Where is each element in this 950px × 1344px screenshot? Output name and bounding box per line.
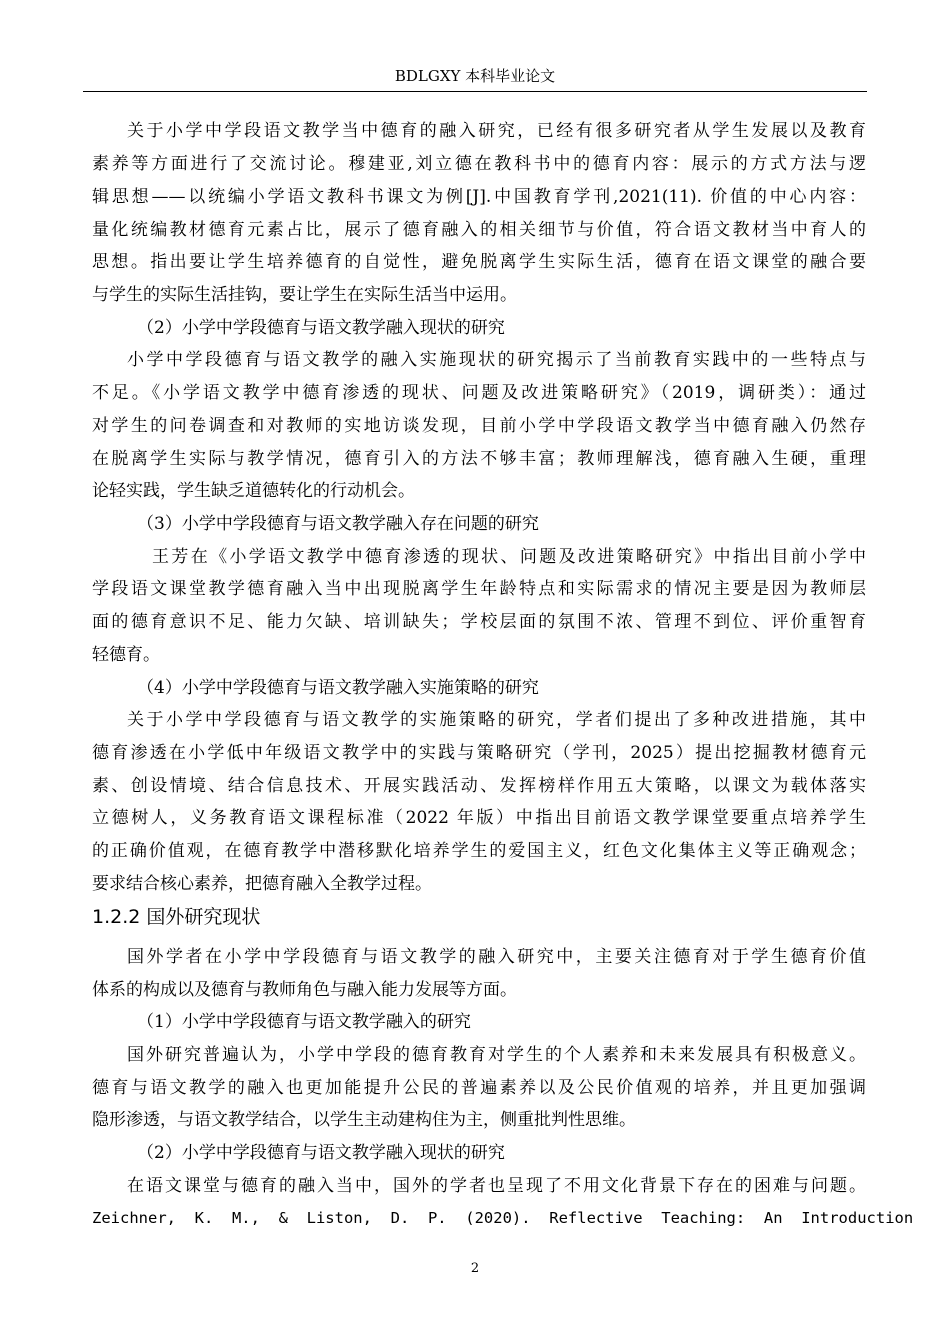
paragraph-line: 论轻实践，学生缺乏道德转化的行动机会。 — [92, 481, 415, 501]
paragraph-line: 思想。指出要让学生培养德育的自觉性，避免脱离学生实际生活，德育在语文课堂的融合要 — [92, 252, 866, 272]
paragraph-line: 不足。《小学语文教学中德育渗透的现状、问题及改进策略研究》（2019，调研类）：通过 — [92, 383, 866, 403]
section-heading: 1.2.2 国外研究现状 — [92, 906, 261, 928]
paragraph-line: 德育与语文教学的融入也更加能提升公民的普遍素养以及公民价值观的培养，并且更加强调 — [92, 1078, 866, 1098]
paragraph-line: 面的德育意识不足、能力欠缺、培训缺失；学校层面的氛围不浓、管理不到位、评价重智育 — [92, 612, 866, 632]
paragraph-line: 国外学者在小学中学段德育与语文教学的融入研究中，主要关注德育对于学生德育价值 — [127, 947, 866, 967]
paragraph-line: 素、创设情境、结合信息技术、开展实践活动、发挥榜样作用五大策略，以课文为载体落实 — [92, 776, 866, 796]
paragraph-line: 德育渗透在小学低中年级语文教学中的实践与策略研究（学刊，2025）提出挖掘教材德育元 — [92, 743, 866, 763]
subsection-heading: （4）小学中学段德育与语文教学融入实施策略的研究 — [137, 678, 539, 698]
paragraph-line: 关于小学中学段德育与语文教学的实施策略的研究，学者们提出了多种改进措施，其中 — [127, 710, 866, 730]
paragraph-line: 要求结合核心素养，把德育融入全教学过程。 — [92, 874, 432, 894]
paragraph-line: 的正确价值观，在德育教学中潜移默化培养学生的爱国主义，红色文化集体主义等正确观念； — [92, 841, 866, 861]
subsection-heading: （2）小学中学段德育与语文教学融入现状的研究 — [137, 318, 505, 338]
paragraph-line: 体系的构成以及德育与教师角色与融入能力发展等方面。 — [92, 980, 517, 1000]
paragraph-line: 辑思想——以统编小学语文教科书课文为例[J].中国教育学刊,2021(11). 价值的中心内容： — [92, 187, 866, 207]
paragraph-line: 隐形渗透，与语文教学结合，以学生主动建构住为主，侧重批判性思维。 — [92, 1110, 636, 1130]
page-number: 2 — [470, 1261, 480, 1276]
paragraph-line: 在语文课堂与德育的融入当中，国外的学者也呈现了不用文化背景下存在的困难与问题。 — [127, 1176, 866, 1196]
subsection-heading: （2）小学中学段德育与语文教学融入现状的研究 — [137, 1143, 505, 1163]
header-rule — [83, 91, 867, 92]
paragraph-line: 学段语文课堂教学德育融入当中出现脱离学生年龄特点和实际需求的情况主要是因为教师层 — [92, 579, 866, 599]
reference-line: Zeichner, K. M., & Liston, D. P. (2020). Reflective Teaching: An Introduction — [92, 1209, 914, 1227]
subsection-heading: （1）小学中学段德育与语文教学融入的研究 — [137, 1012, 471, 1032]
page-header: BDLGXY 本科毕业论文 — [394, 67, 556, 85]
paragraph-line: 在脱离学生实际与教学情况，德育引入的方法不够丰富；教师理解浅，德育融入生硬，重理 — [92, 449, 866, 469]
paragraph-line: 关于小学中学段语文教学当中德育的融入研究，已经有很多研究者从学生发展以及教育 — [127, 121, 866, 141]
paragraph-line: 对学生的问卷调查和对教师的实地访谈发现，目前小学中学段语文教学当中德育融入仍然存 — [92, 416, 866, 436]
paragraph-line: 立德树人，义务教育语文课程标准（2022 年版）中指出目前语文教学课堂要重点培养学生 — [92, 808, 866, 828]
paragraph-line: 与学生的实际生活挂钩，要让学生在实际生活当中运用。 — [92, 285, 517, 305]
paragraph-line: 王芳在《小学语文教学中德育渗透的现状、问题及改进策略研究》中指出目前小学中 — [152, 547, 866, 567]
paragraph-line: 轻德育。 — [92, 645, 160, 665]
paragraph-line: 素养等方面进行了交流讨论。穆建亚,刘立德在教科书中的德育内容：展示的方式方法与逻 — [92, 154, 866, 174]
paragraph-line: 小学中学段德育与语文教学的融入实施现状的研究揭示了当前教育实践中的一些特点与 — [127, 350, 866, 370]
subsection-heading: （3）小学中学段德育与语文教学融入存在问题的研究 — [137, 514, 539, 534]
paragraph-line: 国外研究普遍认为，小学中学段的德育教育对学生的个人素养和未来发展具有积极意义。 — [127, 1045, 866, 1065]
paragraph-line: 量化统编教材德育元素占比，展示了德育融入的相关细节与价值，符合语文教材当中育人的 — [92, 220, 866, 240]
